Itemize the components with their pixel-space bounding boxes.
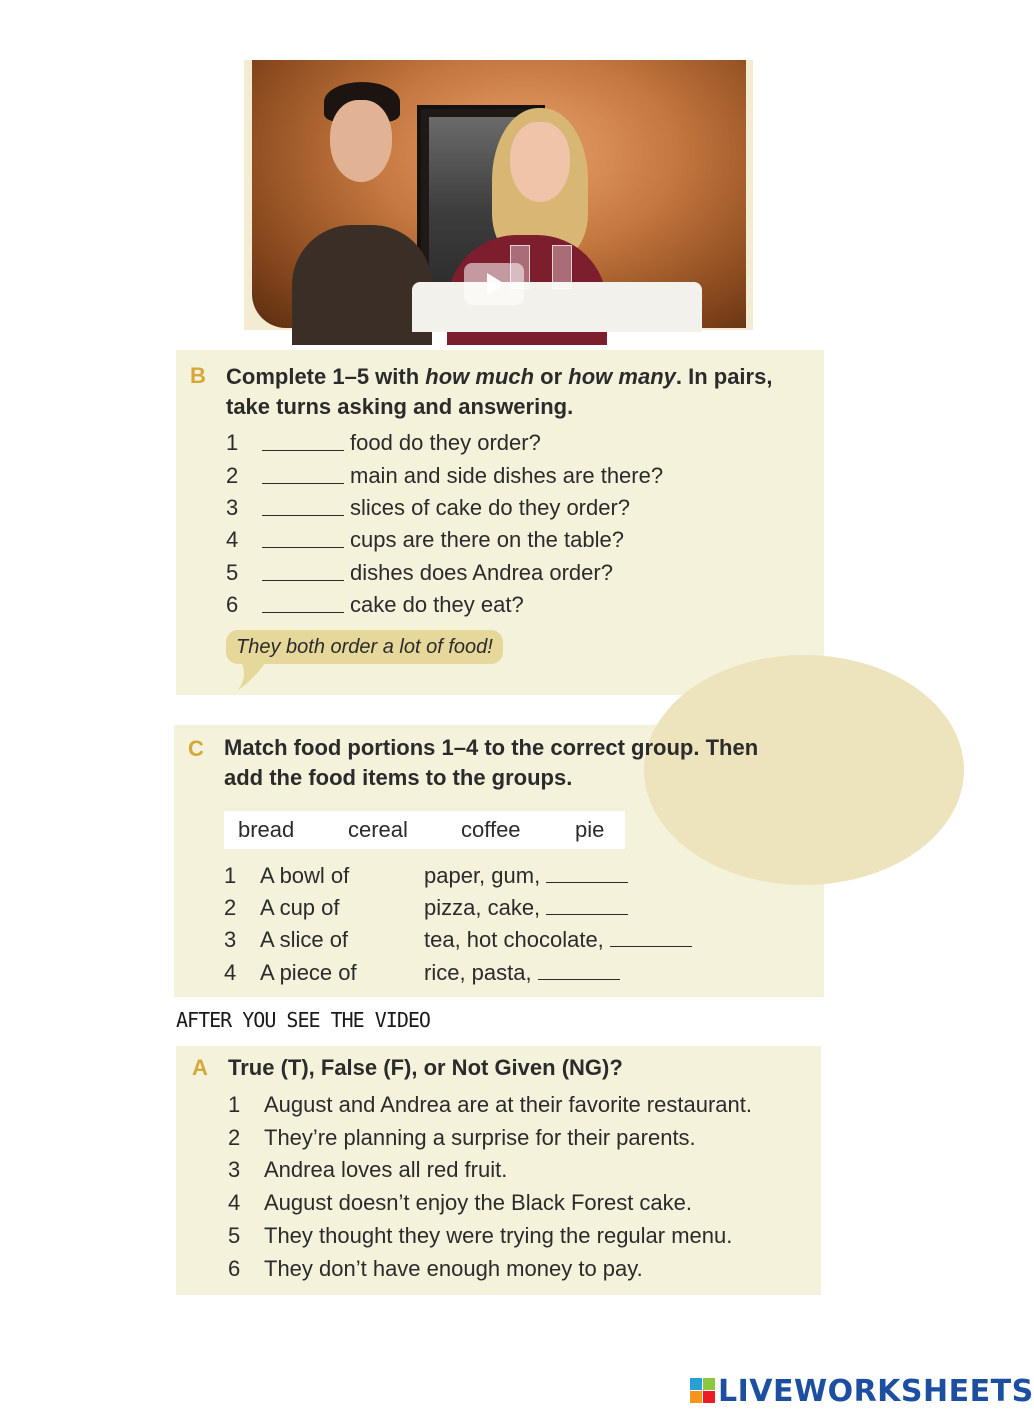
item-number: 3 (228, 1157, 241, 1182)
item-text: They don’t have enough money to pay. (264, 1256, 643, 1281)
answer-blank[interactable] (546, 862, 628, 883)
item-number: 4 (228, 1190, 241, 1215)
instruction-text: . In pairs, (675, 364, 773, 389)
exercise-instruction: True (T), False (F), or Not Given (NG)? (228, 1055, 623, 1080)
answer-blank[interactable] (262, 580, 344, 581)
item-text: cups are there on the table? (350, 527, 624, 552)
group-items (424, 958, 620, 988)
exercise-instruction: Match food portions 1–4 to the correct group. Then (224, 735, 759, 760)
item-text: They’re planning a surprise for their parents. (264, 1125, 696, 1150)
answer-blank[interactable] (538, 959, 620, 980)
item-text: August doesn’t enjoy the Black Forest cake. (264, 1190, 693, 1215)
logo-icon (690, 1378, 716, 1404)
exercise-letter: A (192, 1055, 208, 1080)
group-items (424, 861, 628, 891)
item-number: 3 (226, 495, 239, 520)
item-number: 3 (224, 927, 237, 952)
item-text: Andrea loves all red fruit. (264, 1157, 508, 1182)
answer-blank[interactable] (546, 894, 628, 915)
answer-blank[interactable] (262, 483, 344, 484)
table (412, 282, 702, 332)
exercise-instruction-line2: take turns asking and answering. (226, 394, 574, 419)
exercise-letter: B (190, 363, 206, 388)
group-items (424, 925, 692, 955)
item-text: main and side dishes are there? (350, 463, 664, 488)
group-items (424, 893, 628, 923)
item-text: They thought they were trying the regular menu. (264, 1223, 733, 1248)
exercise-c-box (174, 725, 824, 997)
answer-blank[interactable] (262, 547, 344, 548)
exercise-letter: C (188, 736, 204, 761)
instruction-text: or (534, 364, 569, 389)
item-number: 1 (226, 430, 239, 455)
group-text: paper, gum, (424, 863, 541, 888)
item-number: 4 (226, 527, 239, 552)
instruction-text: Complete 1–5 with (226, 364, 426, 389)
portion-label: A cup of (260, 895, 340, 920)
item-number: 2 (224, 895, 237, 920)
answer-blank[interactable] (610, 926, 692, 947)
item-number: 1 (224, 863, 237, 888)
item-number: 6 (226, 592, 239, 617)
portion-label: A piece of (260, 960, 357, 985)
word-bank (224, 811, 625, 849)
speech-bubble: They both order a lot of food! (226, 630, 503, 664)
word-bank-item[interactable]: cereal (348, 817, 408, 842)
item-text: dishes does Andrea order? (350, 560, 613, 585)
play-icon[interactable] (464, 263, 524, 305)
item-number: 6 (228, 1256, 241, 1281)
item-number: 5 (226, 560, 239, 585)
decorative-shape (644, 655, 964, 885)
item-number: 2 (228, 1125, 241, 1150)
group-text: rice, pasta, (424, 960, 532, 985)
instruction-italic: how many (568, 364, 676, 389)
man-figure (292, 225, 432, 345)
item-number: 5 (228, 1223, 241, 1248)
item-number: 1 (228, 1092, 241, 1117)
man-head (330, 100, 392, 182)
item-text: food do they order? (350, 430, 541, 455)
item-text: slices of cake do they order? (350, 495, 631, 520)
woman-head (510, 122, 570, 202)
word-bank-item[interactable]: coffee (461, 817, 521, 842)
item-text: August and Andrea are at their favorite restaurant. (264, 1092, 752, 1117)
exercise-a-box (176, 1046, 821, 1295)
glass (552, 245, 572, 289)
item-text: cake do they eat? (350, 592, 524, 617)
answer-blank[interactable] (262, 612, 344, 613)
item-number: 2 (226, 463, 239, 488)
logo-text: LIVEWORKSHEETS (718, 1373, 1034, 1409)
exercise-b-box (176, 350, 824, 695)
word-bank-item[interactable]: pie (575, 817, 605, 842)
exercise-instruction (226, 362, 772, 392)
liveworksheets-logo[interactable] (690, 1374, 1034, 1408)
group-text: tea, hot chocolate, (424, 927, 604, 952)
portion-label: A slice of (260, 927, 349, 952)
instruction-italic: how much (425, 364, 535, 389)
exercise-instruction-line2: add the food items to the groups. (224, 765, 573, 790)
group-text: pizza, cake, (424, 895, 541, 920)
video-thumbnail[interactable] (244, 60, 753, 330)
item-number: 4 (224, 960, 237, 985)
section-heading: AFTER YOU SEE THE VIDEO (176, 1008, 430, 1032)
answer-blank[interactable] (262, 450, 344, 451)
portion-label: A bowl of (260, 863, 350, 888)
word-bank-item[interactable]: bread (238, 817, 295, 842)
answer-blank[interactable] (262, 515, 344, 516)
